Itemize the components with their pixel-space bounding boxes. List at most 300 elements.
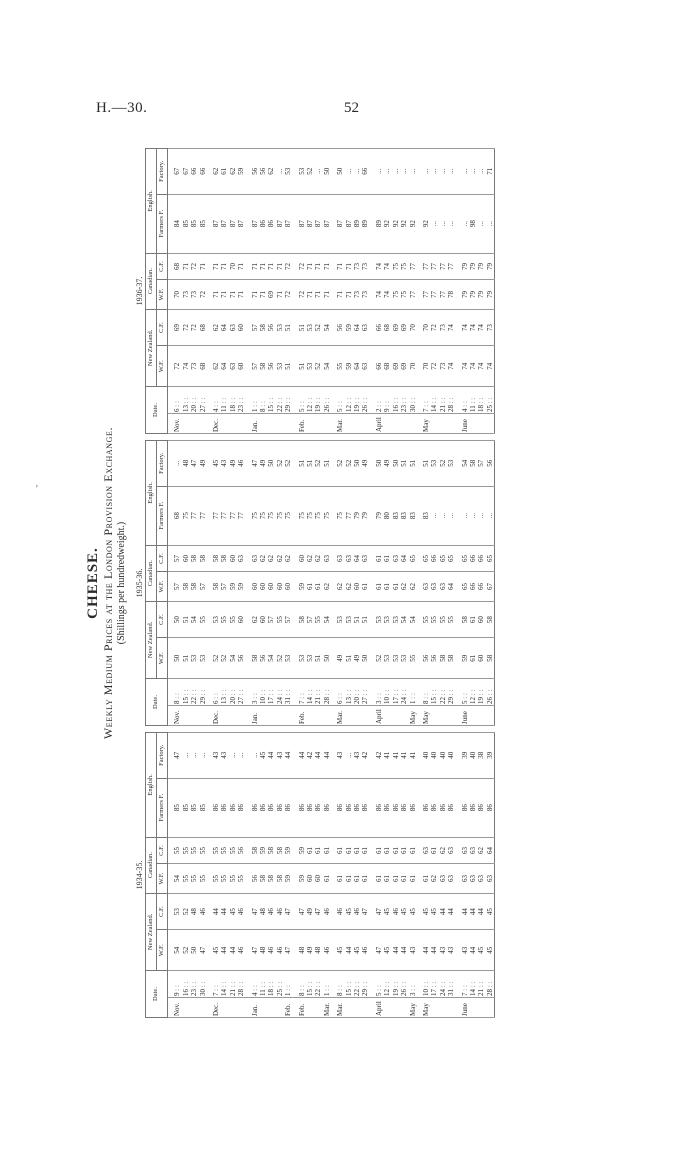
- price-cell: 54: [190, 601, 198, 638]
- table-row: [400, 149, 408, 434]
- price-cell: 63: [237, 545, 245, 572]
- price-cell: 65: [439, 545, 447, 572]
- day-cell: 10 : :: [383, 679, 391, 706]
- price-cell: 60: [284, 572, 292, 601]
- price-cell: 71: [199, 253, 207, 280]
- price-cell: 58: [259, 309, 267, 346]
- month-cell: April: [370, 998, 383, 1018]
- price-cell: 58: [276, 864, 284, 893]
- price-cell: 55: [314, 601, 322, 638]
- date-column-header: Date.: [145, 679, 168, 726]
- table-row: [353, 733, 361, 1018]
- price-cell: 67: [182, 149, 190, 195]
- price-cell: 63: [417, 572, 430, 601]
- price-cell: 73: [190, 280, 198, 309]
- table-row: [361, 733, 369, 1018]
- price-cell: 84: [168, 194, 182, 253]
- table-row: [353, 441, 361, 726]
- price-cell: 66: [370, 346, 383, 387]
- price-cell: 61: [331, 837, 344, 864]
- price-cell: 45: [486, 893, 495, 930]
- month-cell: [306, 998, 314, 1018]
- price-cell: 44: [284, 733, 292, 779]
- price-cell: 63: [469, 837, 477, 864]
- price-cell: 86: [361, 778, 369, 837]
- price-cell: 47: [284, 930, 292, 971]
- origin-group-header: English.: [145, 733, 156, 838]
- day-cell: 31 : :: [447, 971, 455, 998]
- price-cell: ...: [229, 733, 237, 779]
- month-cell: Feb.: [284, 998, 292, 1018]
- price-cell: 59: [284, 837, 292, 864]
- table-subtitle: Weekly Medium Prices at the London Provision Exchange.: [101, 426, 116, 740]
- price-cell: ...: [486, 194, 495, 253]
- price-cell: 55: [439, 601, 447, 638]
- page-number: 52: [344, 100, 359, 116]
- sub-column-header: Farmers F.: [156, 486, 167, 545]
- price-cell: 61: [383, 572, 391, 601]
- month-cell: [190, 706, 198, 726]
- price-cell: 66: [199, 149, 207, 195]
- table-row: [246, 441, 259, 726]
- price-cell: 67: [168, 149, 182, 195]
- month-cell: [383, 998, 391, 1018]
- origin-group-header: English.: [145, 149, 156, 254]
- price-cell: 71: [246, 253, 259, 280]
- table-row: [469, 733, 477, 1018]
- price-cell: 73: [439, 346, 447, 387]
- price-cell: 55: [207, 864, 220, 893]
- price-cell: 47: [199, 930, 207, 971]
- date-column-header: Date.: [145, 387, 168, 434]
- price-cell: 79: [353, 486, 361, 545]
- table-row: [417, 733, 430, 1018]
- price-cell: 53: [284, 149, 292, 195]
- price-cell: 55: [199, 601, 207, 638]
- price-cell: 53: [345, 601, 353, 638]
- day-cell: 27 : :: [237, 679, 245, 706]
- month-cell: [199, 414, 207, 434]
- price-cell: 38: [477, 733, 485, 779]
- month-cell: [182, 706, 190, 726]
- month-cell: [237, 706, 245, 726]
- day-cell: 8 : :: [259, 387, 267, 414]
- table-row: [267, 733, 275, 1018]
- price-cell: 71: [220, 253, 228, 280]
- price-cell: 53: [207, 601, 220, 638]
- month-cell: [267, 414, 275, 434]
- price-cell: ...: [237, 733, 245, 779]
- month-cell: Mar.: [331, 414, 344, 434]
- price-cell: 87: [314, 194, 322, 253]
- table-row: [314, 149, 322, 434]
- day-cell: 5 : :: [293, 387, 306, 414]
- price-cell: 56: [417, 638, 430, 679]
- price-cell: 71: [314, 253, 322, 280]
- table-row: [207, 733, 220, 1018]
- price-cell: 86: [331, 778, 344, 837]
- month-cell: June: [456, 706, 469, 726]
- price-cell: 54: [229, 638, 237, 679]
- price-cell: 52: [370, 638, 383, 679]
- price-cell: 69: [392, 346, 400, 387]
- price-cell: 49: [229, 441, 237, 487]
- day-cell: 23 : :: [237, 387, 245, 414]
- month-cell: [486, 706, 495, 726]
- price-cell: ...: [168, 441, 182, 487]
- table-row: [168, 441, 182, 726]
- day-cell: 12 : :: [306, 387, 314, 414]
- price-cell: ...: [276, 149, 284, 195]
- day-cell: 10 : :: [417, 971, 430, 998]
- price-cell: 74: [469, 309, 477, 346]
- price-cell: 57: [267, 601, 275, 638]
- table-row: [409, 149, 417, 434]
- price-cell: 53: [284, 638, 292, 679]
- price-cell: 61: [361, 572, 369, 601]
- price-cell: 62: [477, 837, 485, 864]
- table-row: [400, 733, 408, 1018]
- sub-column-header: W.F.: [156, 280, 167, 309]
- month-cell: [306, 706, 314, 726]
- price-cell: 55: [430, 601, 438, 638]
- price-cell: 66: [469, 572, 477, 601]
- day-cell: 18 : :: [267, 971, 275, 998]
- table-row: [383, 149, 391, 434]
- table-row: [456, 149, 469, 434]
- month-cell: [323, 414, 331, 434]
- price-cell: 44: [220, 893, 228, 930]
- table-row: [220, 733, 228, 1018]
- price-cell: 77: [409, 280, 417, 309]
- price-cell: 86: [284, 778, 292, 837]
- price-cell: 43: [447, 930, 455, 971]
- table-row: [259, 733, 267, 1018]
- price-cell: 44: [267, 733, 275, 779]
- month-cell: May: [417, 706, 430, 726]
- table-row: [477, 733, 485, 1018]
- price-cell: 63: [392, 545, 400, 572]
- price-cell: 74: [383, 253, 391, 280]
- price-table: [145, 440, 496, 726]
- price-cell: 66: [430, 545, 438, 572]
- price-cell: 87: [276, 194, 284, 253]
- price-cell: 43: [276, 733, 284, 779]
- price-cell: 75: [306, 486, 314, 545]
- price-cell: 62: [331, 572, 344, 601]
- price-cell: 59: [293, 572, 306, 601]
- price-cell: 44: [293, 733, 306, 779]
- price-cell: 62: [207, 346, 220, 387]
- price-cell: 63: [361, 346, 369, 387]
- price-cell: 61: [383, 837, 391, 864]
- table-row: [331, 733, 344, 1018]
- price-cell: 79: [469, 280, 477, 309]
- price-cell: 42: [370, 733, 383, 779]
- price-cell: 46: [199, 893, 207, 930]
- price-cell: 73: [190, 346, 198, 387]
- table-row: [447, 149, 455, 434]
- month-cell: June: [456, 414, 469, 434]
- price-cell: 52: [182, 930, 190, 971]
- table-row: [409, 441, 417, 726]
- price-cell: 64: [400, 545, 408, 572]
- table-row: [314, 733, 322, 1018]
- price-cell: 79: [477, 253, 485, 280]
- price-cell: 92: [392, 194, 400, 253]
- price-cell: 56: [430, 638, 438, 679]
- price-cell: 55: [199, 837, 207, 864]
- price-cell: 65: [417, 545, 430, 572]
- table-row: [417, 149, 430, 434]
- table-row: [331, 441, 344, 726]
- price-cell: 60: [237, 346, 245, 387]
- price-cell: 55: [182, 837, 190, 864]
- price-cell: 89: [361, 194, 369, 253]
- price-cell: 70: [409, 309, 417, 346]
- month-cell: [190, 414, 198, 434]
- table-row: [246, 733, 259, 1018]
- price-cell: 44: [447, 893, 455, 930]
- price-cell: ...: [400, 149, 408, 195]
- table-row: [430, 149, 438, 434]
- price-cell: 54: [456, 441, 469, 487]
- price-cell: 56: [237, 837, 245, 864]
- price-cell: 89: [353, 194, 361, 253]
- price-cell: 61: [345, 837, 353, 864]
- price-cell: 70: [168, 280, 182, 309]
- month-cell: Nov.: [168, 414, 182, 434]
- price-cell: 62: [345, 572, 353, 601]
- price-cell: 92: [383, 194, 391, 253]
- price-cell: ...: [314, 149, 322, 195]
- price-cell: 59: [293, 864, 306, 893]
- price-cell: 61: [417, 864, 430, 893]
- price-cell: 63: [331, 545, 344, 572]
- price-cell: 86: [409, 778, 417, 837]
- price-cell: 46: [237, 930, 245, 971]
- price-cell: 55: [220, 864, 228, 893]
- month-cell: Jan.: [246, 414, 259, 434]
- price-cell: 86: [345, 778, 353, 837]
- price-cell: 63: [345, 545, 353, 572]
- price-cell: 54: [323, 346, 331, 387]
- month-cell: [259, 706, 267, 726]
- price-cell: 46: [323, 893, 331, 930]
- table-row: [392, 441, 400, 726]
- day-cell: 15 : :: [430, 679, 438, 706]
- table-row: [323, 441, 331, 726]
- price-cell: 51: [293, 309, 306, 346]
- day-cell: 7 : :: [456, 971, 469, 998]
- table-row: [190, 441, 198, 726]
- origin-group-header: New Zealand.: [145, 893, 156, 970]
- price-cell: 64: [447, 572, 455, 601]
- price-cell: 52: [314, 441, 322, 487]
- day-cell: 15 : :: [345, 971, 353, 998]
- price-cell: 64: [220, 309, 228, 346]
- day-cell: 4 : :: [456, 387, 469, 414]
- price-cell: 58: [182, 572, 190, 601]
- table-row: [220, 149, 228, 434]
- price-cell: 79: [486, 280, 495, 309]
- month-cell: [439, 706, 447, 726]
- table-row: [345, 733, 353, 1018]
- table-row: [229, 733, 237, 1018]
- price-cell: 60: [353, 572, 361, 601]
- month-cell: [430, 706, 438, 726]
- price-cell: 72: [284, 280, 292, 309]
- price-cell: 55: [199, 864, 207, 893]
- price-cell: 49: [331, 638, 344, 679]
- month-cell: [237, 998, 245, 1018]
- price-cell: 73: [486, 309, 495, 346]
- price-cell: 92: [409, 194, 417, 253]
- table-row: [207, 441, 220, 726]
- price-cell: 61: [323, 837, 331, 864]
- price-cell: 58: [267, 864, 275, 893]
- price-cell: 49: [259, 441, 267, 487]
- price-cell: 45: [409, 893, 417, 930]
- table-row: [267, 149, 275, 434]
- price-cell: 62: [284, 545, 292, 572]
- price-cell: 73: [353, 253, 361, 280]
- table-row: [353, 149, 361, 434]
- price-cell: 52: [331, 441, 344, 487]
- price-cell: ...: [430, 194, 438, 253]
- price-cell: 61: [400, 864, 408, 893]
- price-cell: 55: [190, 837, 198, 864]
- price-cell: 53: [190, 638, 198, 679]
- price-cell: 69: [400, 346, 408, 387]
- table-row: [477, 149, 485, 434]
- price-cell: 60: [259, 572, 267, 601]
- price-cell: 55: [229, 601, 237, 638]
- price-cell: 55: [447, 601, 455, 638]
- day-cell: 21 : :: [229, 971, 237, 998]
- price-cell: 74: [447, 309, 455, 346]
- price-cell: 61: [370, 572, 383, 601]
- month-cell: [182, 998, 190, 1018]
- table-row: [293, 733, 306, 1018]
- month-cell: [439, 998, 447, 1018]
- price-cell: 44: [314, 733, 322, 779]
- price-cell: 75: [400, 280, 408, 309]
- price-cell: 85: [199, 778, 207, 837]
- price-cell: 77: [409, 253, 417, 280]
- price-cell: 86: [392, 778, 400, 837]
- price-cell: 89: [370, 194, 383, 253]
- price-cell: 46: [237, 893, 245, 930]
- price-cell: 92: [400, 194, 408, 253]
- day-cell: 18 : :: [229, 387, 237, 414]
- price-cell: 60: [229, 545, 237, 572]
- day-cell: 22 : :: [439, 679, 447, 706]
- price-cell: 58: [276, 837, 284, 864]
- price-cell: 60: [293, 545, 306, 572]
- price-cell: 74: [486, 346, 495, 387]
- day-cell: 1 : :: [323, 971, 331, 998]
- month-cell: [439, 414, 447, 434]
- price-cell: 65: [447, 545, 455, 572]
- day-cell: 7 : :: [417, 387, 430, 414]
- day-cell: 9 : :: [168, 971, 182, 998]
- price-cell: 71: [259, 280, 267, 309]
- price-cell: 50: [392, 441, 400, 487]
- price-cell: 55: [276, 601, 284, 638]
- price-cell: 54: [168, 864, 182, 893]
- price-cell: 61: [220, 149, 228, 195]
- price-cell: 45: [486, 930, 495, 971]
- day-cell: 22 : :: [276, 387, 284, 414]
- table-row: [439, 149, 447, 434]
- origin-group-header: Canadian.: [145, 545, 156, 601]
- price-cell: 47: [246, 441, 259, 487]
- price-cell: 45: [477, 930, 485, 971]
- price-cell: 79: [486, 253, 495, 280]
- price-cell: 77: [439, 253, 447, 280]
- price-cell: 72: [182, 309, 190, 346]
- price-cell: 55: [182, 864, 190, 893]
- price-cell: 49: [361, 441, 369, 487]
- price-cell: 73: [361, 280, 369, 309]
- table-row: [323, 733, 331, 1018]
- price-cell: 53: [293, 149, 306, 195]
- price-cell: 58: [439, 638, 447, 679]
- price-cell: 47: [370, 893, 383, 930]
- price-cell: 83: [409, 486, 417, 545]
- table-row: [486, 149, 495, 434]
- table-row: [293, 441, 306, 726]
- price-cell: 75: [182, 486, 190, 545]
- price-cell: 65: [456, 572, 469, 601]
- price-cell: 57: [477, 441, 485, 487]
- price-cell: ...: [469, 486, 477, 545]
- price-cell: 53: [276, 309, 284, 346]
- table-unit-note: (Shillings per hundredweight.): [116, 521, 128, 645]
- price-cell: 62: [430, 864, 438, 893]
- price-cell: 54: [323, 601, 331, 638]
- price-cell: 43: [409, 930, 417, 971]
- price-cell: 98: [469, 194, 477, 253]
- month-cell: Dec.: [207, 998, 220, 1018]
- month-cell: [220, 414, 228, 434]
- day-cell: 26 : :: [400, 971, 408, 998]
- table-row: [199, 733, 207, 1018]
- price-cell: 45: [383, 893, 391, 930]
- day-cell: 3 : :: [246, 679, 259, 706]
- price-cell: 58: [207, 572, 220, 601]
- price-cell: 46: [361, 930, 369, 971]
- price-cell: 62: [229, 149, 237, 195]
- price-cell: 63: [361, 309, 369, 346]
- table-row: [182, 149, 190, 434]
- price-cell: 55: [229, 864, 237, 893]
- table-row: [284, 441, 292, 726]
- price-cell: 74: [456, 309, 469, 346]
- day-cell: 20 : :: [190, 387, 198, 414]
- price-cell: 77: [229, 486, 237, 545]
- day-cell: 11 : :: [259, 971, 267, 998]
- month-cell: [400, 998, 408, 1018]
- price-cell: 43: [220, 441, 228, 487]
- price-cell: 67: [486, 572, 495, 601]
- price-cell: 73: [353, 280, 361, 309]
- price-cell: ...: [447, 194, 455, 253]
- day-cell: 14 : :: [306, 679, 314, 706]
- price-cell: 52: [276, 638, 284, 679]
- price-cell: 49: [353, 638, 361, 679]
